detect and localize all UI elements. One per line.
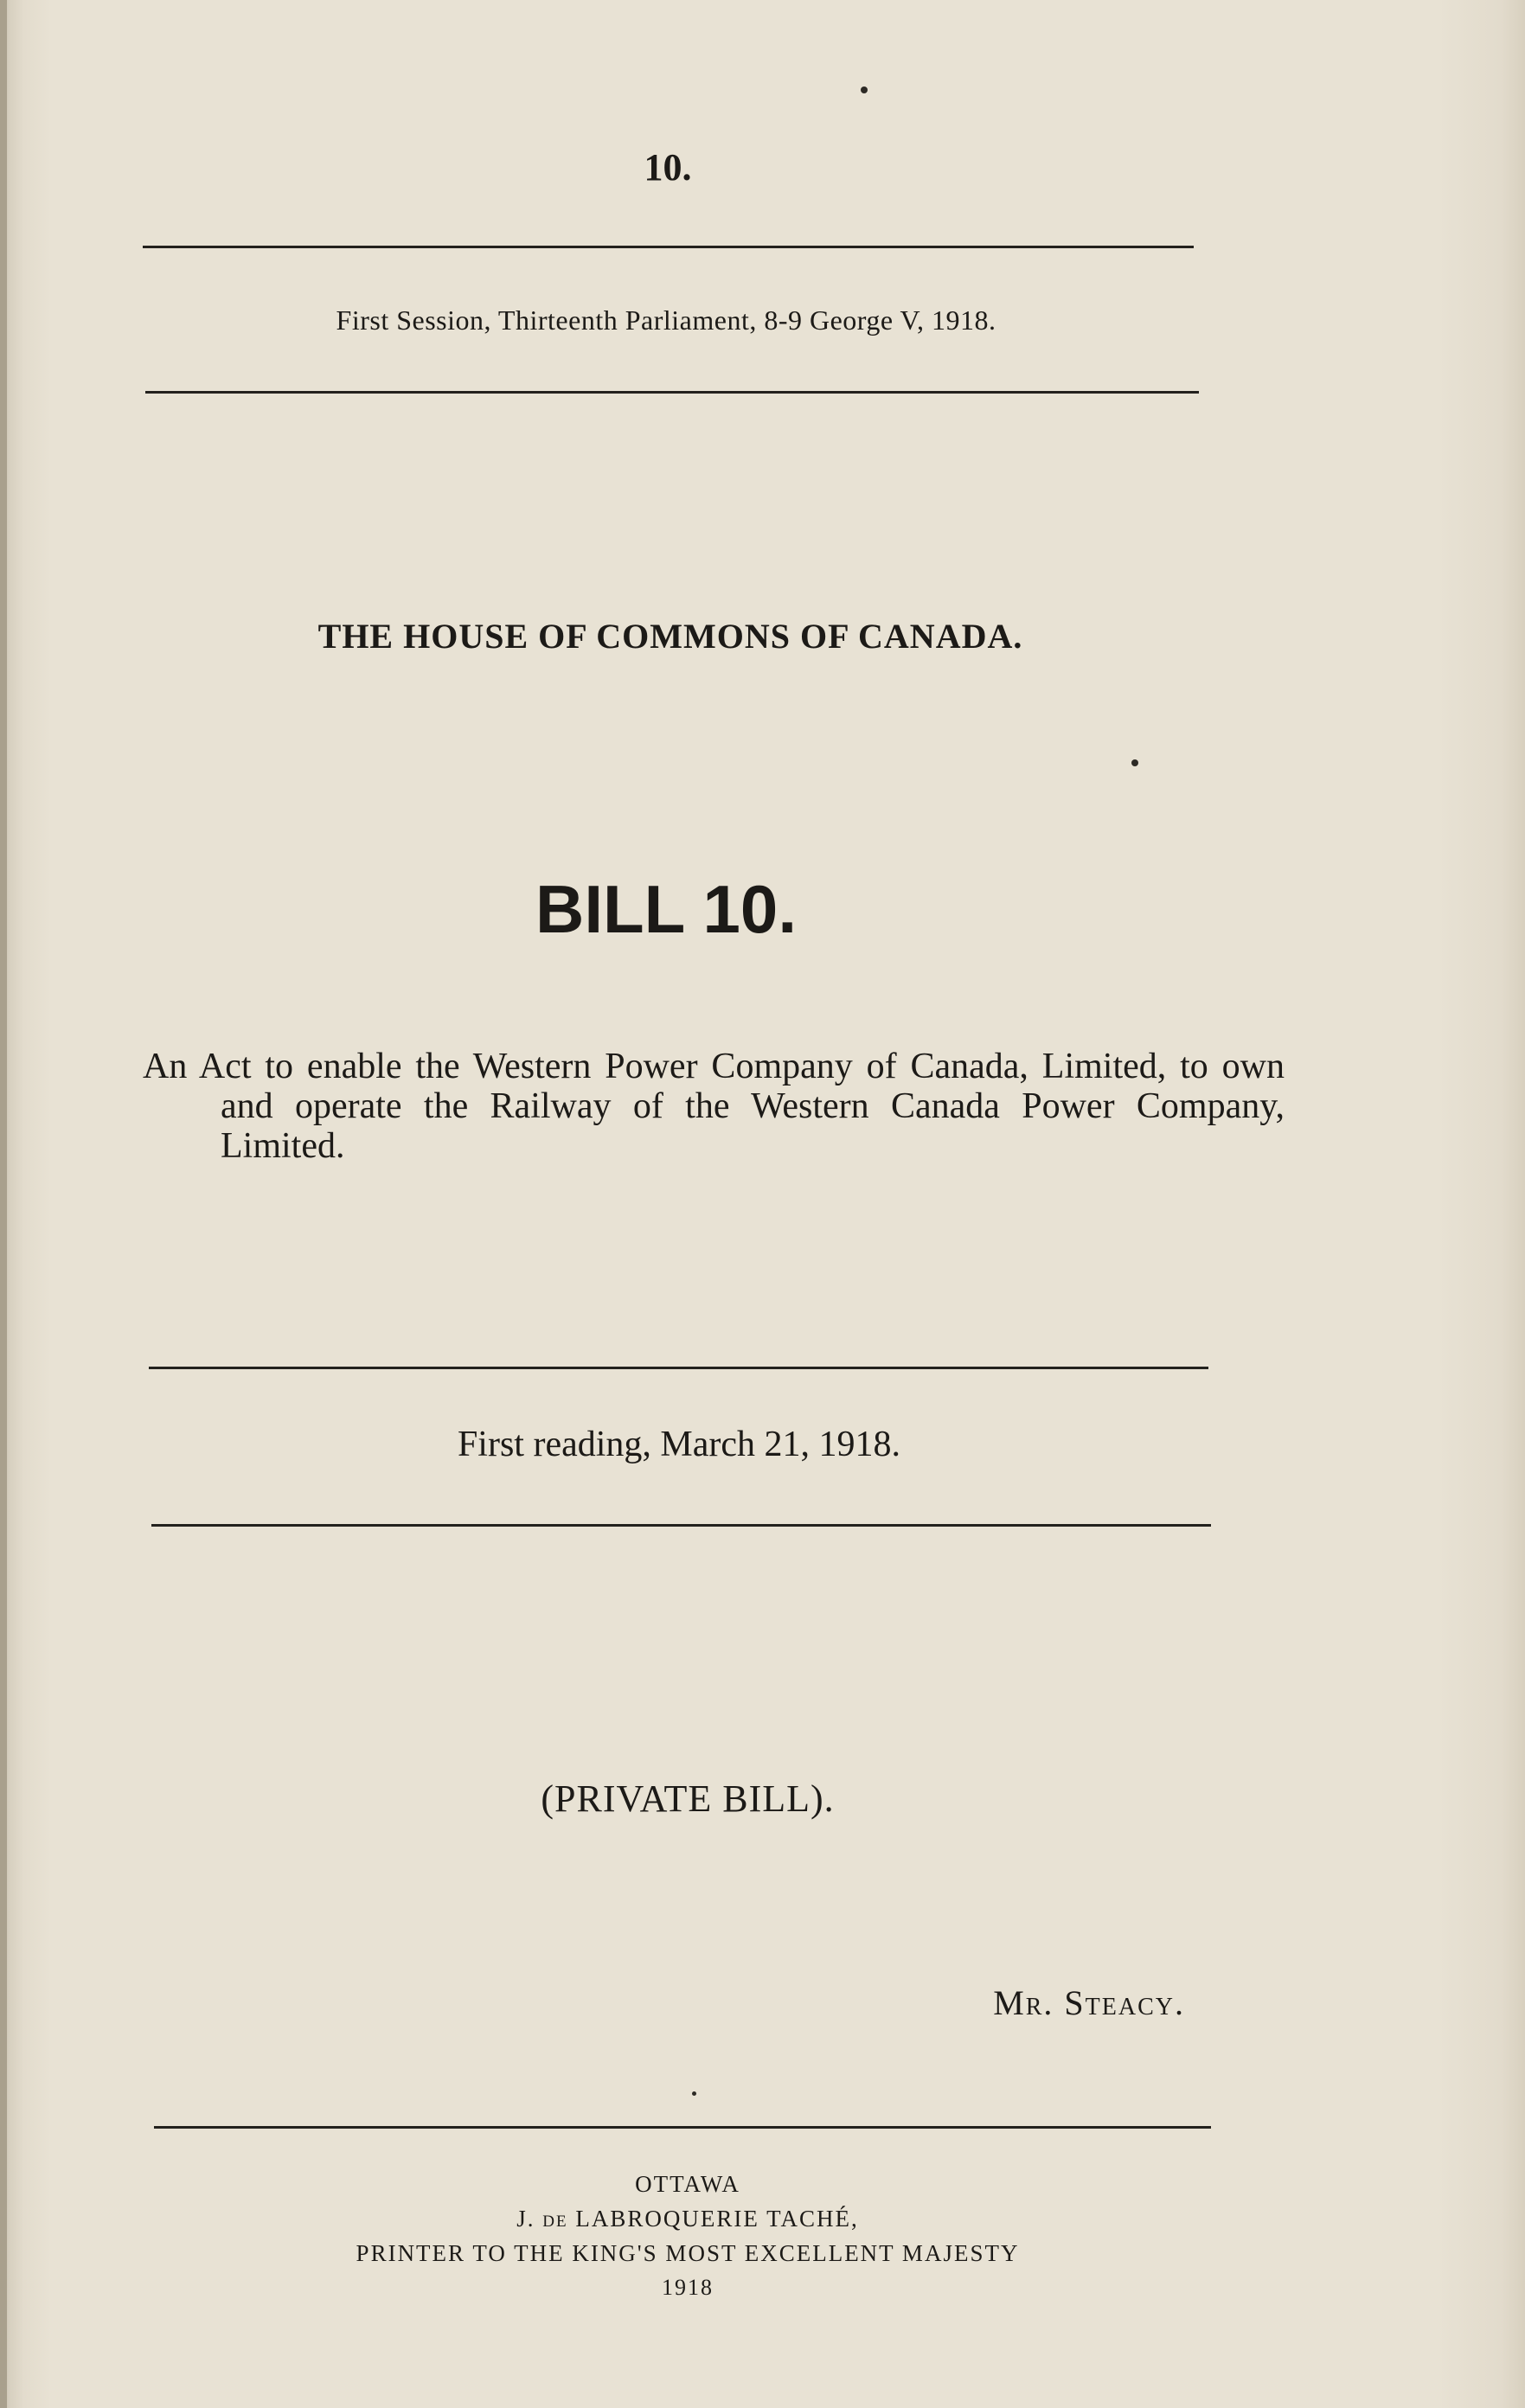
imprint-city: OTTAWA [635,2171,740,2197]
bill-heading: BILL 10. [535,871,797,947]
binding-edge [0,0,7,2408]
paper-speck [692,2091,696,2096]
rule-top-2 [145,391,1199,394]
session-line: First Session, Thirteenth Parliament, 8-9 George V, 1918. [336,304,996,336]
imprint-printer: J. de LABROQUERIE TACHÉ, [516,2206,859,2232]
private-bill-label: (PRIVATE BILL). [541,1777,835,1820]
act-title: An Act to enable the Western Power Company of Canada, Limited, to own and operate the Railway of the Western Canada Power Company, Limited. [143,1047,1285,1166]
imprint-title: PRINTER TO THE KING'S MOST EXCELLENT MAJESTY [356,2240,1020,2266]
bill-number-top: 10. [644,146,692,189]
rule-middle-1 [149,1367,1208,1369]
paper-speck [861,86,868,93]
paper-speck [1131,759,1138,766]
sponsor-name: Mr. Steacy. [993,1983,1185,2022]
rule-middle-2 [151,1524,1211,1527]
rule-bottom [154,2126,1211,2129]
house-title: THE HOUSE OF COMMONS OF CANADA. [317,617,1023,656]
reading-line: First reading, March 21, 1918. [457,1425,901,1464]
rule-top-1 [143,246,1194,248]
imprint-year: 1918 [662,2275,714,2300]
